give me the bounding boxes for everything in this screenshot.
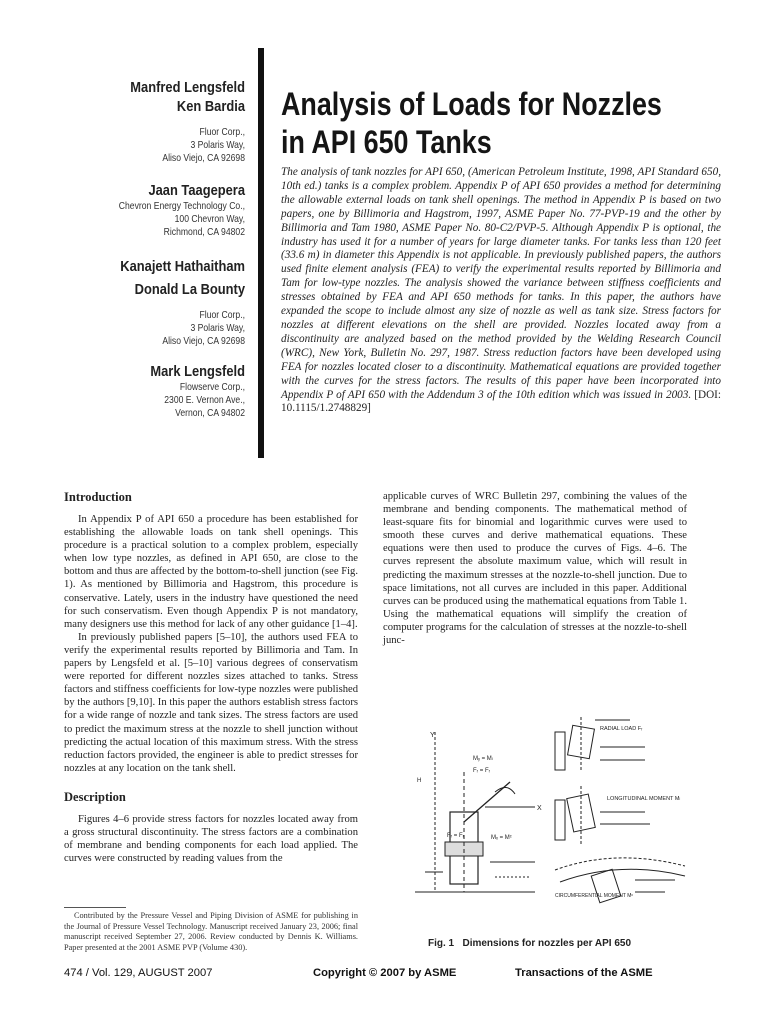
nozzle-diagram [395, 712, 695, 922]
body-paragraph: In Appendix P of API 650 a procedure has been established for establishing the allowable loads on tank shell openings. This procedure is a practical solution to a complex problem, especially when low type nozzles, as defined in API 650, are close to the bottom and thus are affected by the bottom-to-shell junction (see Fig. 1). As mentioned by Billimoria and Hagstrom, this procedure is conservative. Lately, users in the industry have questioned the need for such conservatism. Even though Appendix P is not mandatory, many designers use this method for lack of any other guidance [1–4]. [64, 514, 358, 630]
header-divider-bar [258, 48, 264, 458]
affiliation-line: Aliso Viejo, CA 92698 [162, 152, 245, 164]
label-radial-load: RADIAL LOAD Fᵣ [600, 726, 643, 732]
author-group [90, 257, 245, 348]
section-heading-description: Description [64, 789, 126, 804]
label-fr-fr: Fᵣ = Fᵣ [447, 833, 465, 839]
abstract [281, 166, 721, 416]
body-paragraph: Figures 4–6 provide stress factors for nozzles located away from a gross structural discontinuity. The stress factors are a combination of membrane and bending components for each load applied. The curves were constructed by reading values from the [64, 813, 358, 865]
author-group [90, 78, 245, 165]
author-name: Ken Bardia [176, 98, 245, 115]
affiliation-line: 100 Chevron Way, [174, 213, 245, 225]
label-fr: Fᵣ = Fᵣ [473, 768, 491, 774]
copyright: Copyright © 2007 by ASME [313, 967, 457, 979]
label-mx: Mₓ = Mᶜ [491, 835, 512, 841]
title-line: Analysis of Loads for Nozzles [281, 86, 662, 122]
doi: [DOI: 10.1115/1.2748829] [281, 388, 721, 415]
affiliation-line: Richmond, CA 94802 [163, 226, 245, 238]
axis-label-x: X [537, 805, 542, 812]
author-block [90, 78, 245, 434]
footnote-rule [64, 907, 126, 908]
page-info: 474 / Vol. 129, AUGUST 2007 [64, 967, 213, 979]
section-heading-introduction: Introduction [64, 490, 132, 504]
affiliation-line: Aliso Viejo, CA 92698 [162, 335, 245, 347]
title-line: in API 650 Tanks [281, 124, 492, 160]
affiliation-line: Flowserve Corp., [179, 381, 245, 393]
left-column [64, 490, 358, 865]
author-name: Kanajett Hathaitham [120, 258, 245, 275]
axis-label-y: Y [430, 732, 435, 739]
figure-caption-label: Fig. 1 [428, 938, 455, 949]
author-name: Jaan Taagepera [148, 182, 245, 199]
label-my: Mᵧ = Mₗ [473, 756, 493, 762]
affiliation-line: 3 Polaris Way, [190, 322, 245, 334]
affiliation-line: 2300 E. Vernon Ave., [164, 394, 245, 406]
body-paragraph: In previously published papers [5–10], the authors used FEA to verify the experimental results reported by Billimoria and Tam. In papers by Lengsfeld et al. [5–10] various degrees of conservatism were reported for different nozzles sizes attached to tanks. Stress factors and stiffness coefficients for low-type nozzles were published by the authors [9,10]. In this paper the authors establish stress factors for a wide range of nozzle and tank sizes. The stress factors are used to predict the maximum stress at the nozzle to shell junction without predicting the actual location of this maximum stress. With the stress reduction factors provided, the engineer is able to predict stresses for nozzles at any location on the tank shell. [64, 631, 358, 774]
figure-caption [428, 938, 631, 949]
affiliation-line: Chevron Energy Technology Co., [118, 200, 245, 212]
abstract-text: The analysis of tank nozzles for API 650, (American Petroleum Institute, 1998, API Standard 650, 10th ed.) tanks is a complex problem. Appendix P of API 650 provides a method for determining the allowable external loads on tank shell openings. The method in Appendix P is based on two papers, one by Billimoria and Hagstrom, 1997, ASME Paper No. 77-PVP-19 and the other by Billimoria and Tam 1980, ASME Paper No. 80-C2/PVP-5. Although Appendix P is optional, the industry has used it for a number of years for large diameter tanks. For tanks less than 120 feet (33.6 m) in diameter this Appendix is not applicable. In previously published papers, the authors used finite element analysis (FEA) to verify the experimental results reported by Billimoria and Tam for low-type nozzles. The analysis showed the variance between stiffness coefficients and stresses obtained by FEA and API 650 methods for tanks. In this paper, the authors have expanded the scope to include almost any size of nozzle as well as tank size. Stress factors for nozzles at different elevations on the shell are provided. Nozzles located away from a discontinuity are analyzed based on the method provided by the Welding Research Council (WRC), New York, Bulletin No. 297, 1987. Stress reduction factors have been developed using FEA for nozzles located closer to a discontinuity. Mathematical equations are provided together with the curves for the stress factors. The results of this paper have been incorporated into Appendix P of API 650 with the Addendum 3 of the 10th edition which was issued in 2003. [281, 166, 721, 401]
label-circumferential-moment: CIRCUMFERENTIAL MOMENT Mᶜ [555, 893, 634, 899]
footnote: Contributed by the Pressure Vessel and Piping Division of ASME for publishing in the Journal of Pressure Vessel Technology. Manuscript received January 23, 2006; final manuscript received September 27, 2006. Review conducted by Dennis K. Williams. Paper presented at the 2001 ASME PVP (Volume 430). [64, 911, 358, 952]
figure-caption-text: Dimensions for nozzles per API 650 [462, 938, 632, 949]
figure-1 [395, 712, 695, 922]
affiliation-line: Fluor Corp., [199, 126, 245, 138]
author-group [90, 362, 245, 420]
label-longitudinal-moment: LONGITUDINAL MOMENT Mₗ [607, 796, 681, 802]
right-column [383, 490, 687, 647]
author-name: Mark Lengsfeld [150, 363, 245, 380]
affiliation-line: Vernon, CA 94802 [175, 407, 245, 419]
label-h: H [417, 778, 422, 784]
body-paragraph: applicable curves of WRC Bulletin 297, combining the values of the membrane and bending components. The mathematical method of least-square fits for binomial and logarithmic curves were used to smooth these curves and derive mathematical equations. These equations were then used to produce the curves of Figs. 4–6. The curves represent the absolute maximum value, which will result in predicting the maximum stresses at the nozzle-to-shell junction. Due to space limitations, not all curves are included in this paper. Additional curves can be produced using the mathematical equations from Table 1. Using the mathematical equations will simplify the creation of computer programs for the calculation of stresses at the nozzle-to-shell junc- [383, 491, 687, 647]
journal-name: Transactions of the ASME [515, 967, 653, 979]
paper-title [281, 85, 662, 161]
author-name: Manfred Lengsfeld [130, 79, 245, 96]
affiliation-line: Fluor Corp., [199, 309, 245, 321]
affiliation-line: 3 Polaris Way, [190, 139, 245, 151]
author-group [90, 181, 245, 239]
author-name: Donald La Bounty [134, 281, 245, 298]
